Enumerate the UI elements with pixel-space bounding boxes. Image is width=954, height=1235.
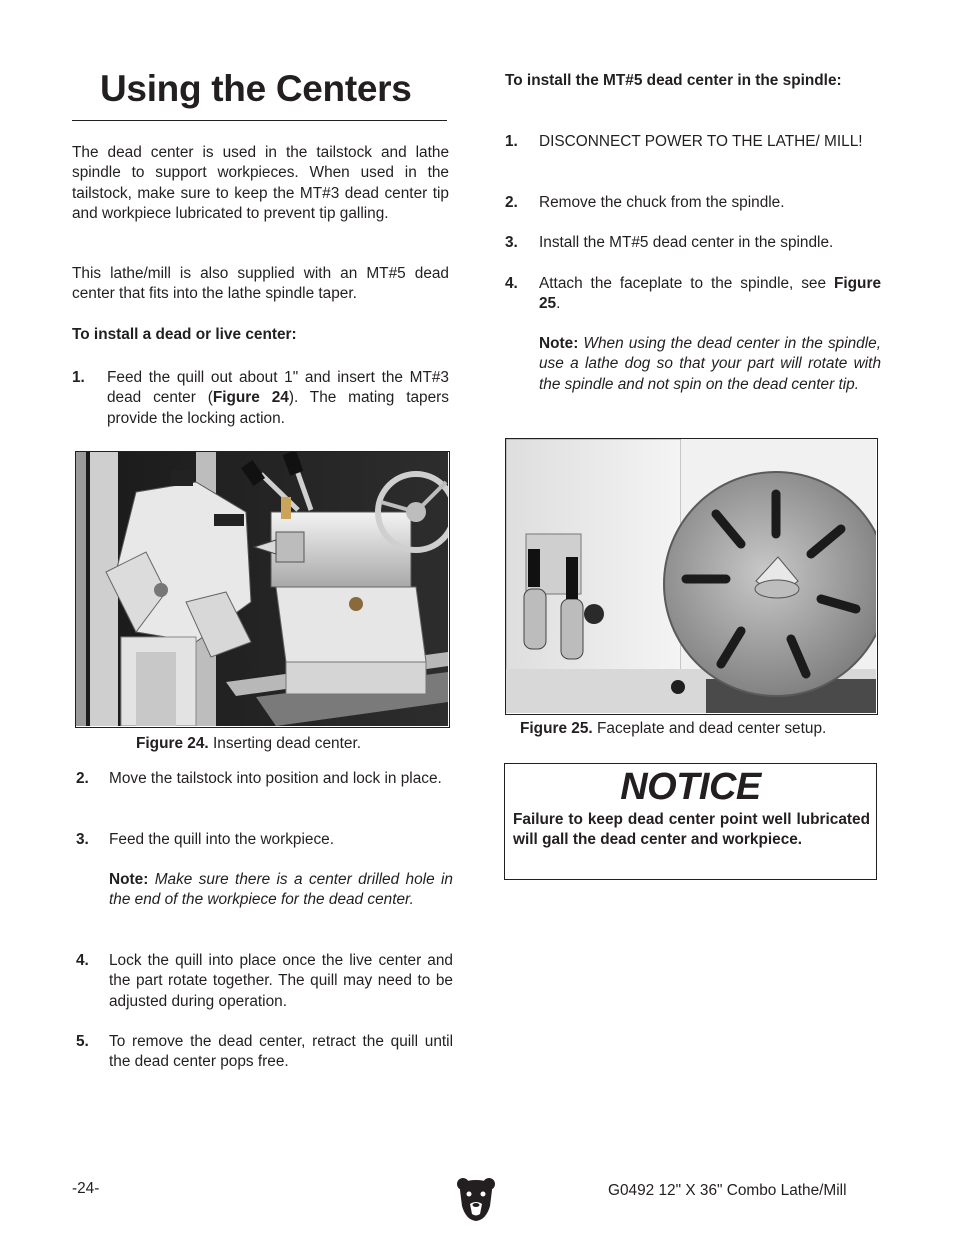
notice-heading: NOTICE [620,766,761,808]
right-step-3 [505,233,881,253]
step-number: 4. [505,275,518,292]
model-name: G0492 12" X 36" Combo Lathe/Mill [608,1182,847,1199]
step-text: Move the tailstock into position and lock in place. [109,770,442,787]
figure-reference: Figure 25 [539,275,881,313]
figure-25-image [505,438,878,715]
step-text: Remove the chuck from the spindle. [539,194,785,211]
install-center-heading: To install a dead or live center: [72,326,297,343]
step-number: 3. [76,831,89,848]
left-step-3 [76,830,453,850]
left-step-4 [76,951,453,1012]
right-step-4 [505,274,881,315]
grizzly-bear-logo [456,1176,496,1222]
step-text: DISCONNECT POWER TO THE LATHE/ MILL! [539,133,863,150]
page-number: -24- [72,1180,100,1197]
title-rule [72,120,447,121]
left-step-1 [72,368,449,429]
step-number: 3. [505,234,518,251]
faceplate-illustration [506,439,876,713]
figure-24-caption: Figure 24. Inserting dead center. [136,735,362,752]
intro-paragraph-1: The dead center is used in the tailstock and lathe spindle to support workpieces. When used in the tailstock, make sure to keep the MT#3 dead center tip and workpiece lubricated to prevent tip galling. [72,144,449,222]
notice-box [504,763,877,880]
step-text: Lock the quill into place once the live center and the part rotate together. The quill may need to be adjusted during operation. [109,952,453,1010]
page-title: Using the Centers [100,68,412,109]
notice-text: Failure to keep dead center point well lubricated will gall the dead center and workpiece. [513,811,870,849]
intro-paragraph-2: This lathe/mill is also supplied with an MT#5 dead center that fits into the lathe spindle taper. [72,265,449,303]
install-mt5-heading: To install the MT#5 dead center in the spindle: [505,72,842,89]
right-step-2 [505,193,881,213]
step-text: Feed the quill out about 1" and insert the MT#3 dead center (Figure 24). The mating tapers provide the locking action. [107,369,449,427]
lathe-tailstock-illustration [76,452,448,726]
left-step-2 [76,769,453,789]
figure-reference: Figure 24 [212,389,289,407]
step-text: Feed the quill into the workpiece. [109,831,335,848]
right-step-4-note: Note: When using the dead center in the spindle, use a lathe dog so that your part will rotate with the spindle and not spin on the dead center tip. [539,335,881,393]
left-step-3-note: Note: Make sure there is a center drilled hole in the end of the workpiece for the dead center. [109,871,453,909]
right-step-1 [505,132,881,152]
step-number: 5. [76,1033,89,1050]
step-number: 2. [505,194,518,211]
figure-24-image [75,451,450,728]
step-number: 2. [76,770,89,787]
step-text: To remove the dead center, retract the quill until the dead center pops free. [109,1033,453,1071]
step-number: 1. [72,369,85,386]
step-text: Attach the faceplate to the spindle, see Figure 25. [539,275,881,313]
step-number: 4. [76,952,89,969]
left-step-5 [76,1032,453,1073]
step-number: 1. [505,133,518,150]
step-text: Install the MT#5 dead center in the spindle. [539,234,834,251]
figure-25-caption: Figure 25. Faceplate and dead center setup. [520,720,827,737]
